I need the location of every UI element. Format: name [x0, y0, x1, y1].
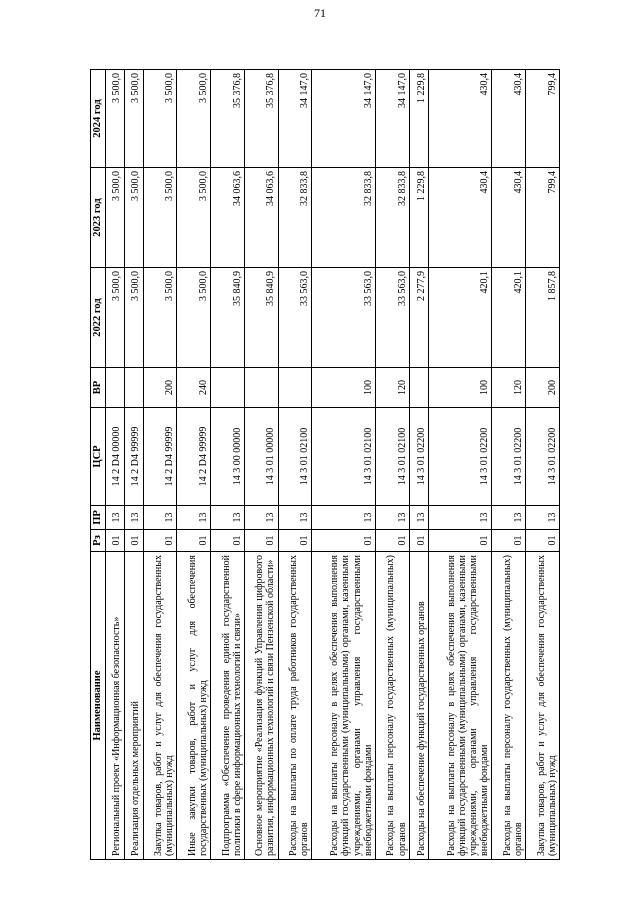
row-csr-cell: 14 2 D4 99999	[177, 408, 211, 506]
row-pr-cell: 13	[177, 506, 211, 530]
header-vr: ВР	[91, 368, 106, 408]
row-2022-cell: 35 840,9	[244, 268, 278, 368]
row-rz-cell: 01	[211, 530, 245, 552]
row-2024-cell: 3 500,0	[105, 70, 124, 168]
row-2023-cell: 32 833,8	[278, 168, 312, 268]
row-2024-cell: 34 147,0	[278, 70, 312, 168]
row-2022-cell: 3 500,0	[124, 268, 143, 368]
row-2024-cell: 3 500,0	[143, 70, 177, 168]
row-pr-cell: 13	[143, 506, 177, 530]
header-2023: 2023 год	[91, 168, 106, 268]
row-pr-cell: 13	[409, 506, 428, 530]
row-csr-cell: 14 3 00 00000	[211, 408, 245, 506]
row-pr-cell: 13	[124, 506, 143, 530]
row-csr-cell: 14 3 01 02200	[409, 408, 428, 506]
row-2023-cell: 1 229,8	[409, 168, 428, 268]
table-row	[428, 70, 492, 860]
row-pr-cell: 13	[428, 506, 492, 530]
row-2022-cell: 33 563,0	[376, 268, 410, 368]
rotated-page-body	[90, 70, 560, 860]
row-csr-cell: 14 3 01 02100	[278, 408, 312, 506]
row-name-cell: Расходы на обеспечение функций государственных органов	[409, 552, 428, 860]
row-rz-cell: 01	[244, 530, 278, 552]
table-header-row	[91, 70, 106, 860]
row-csr-cell: 14 3 01 02100	[312, 408, 376, 506]
row-csr-cell: 14 2 D4 99999	[143, 408, 177, 506]
row-2024-cell: 35 376,8	[211, 70, 245, 168]
row-pr-cell: 13	[376, 506, 410, 530]
row-2022-cell: 33 563,0	[278, 268, 312, 368]
row-2023-cell: 32 833,8	[312, 168, 376, 268]
row-2024-cell: 34 147,0	[312, 70, 376, 168]
table-body	[105, 70, 559, 860]
row-2023-cell: 430,4	[428, 168, 492, 268]
row-csr-cell: 14 3 01 02200	[428, 408, 492, 506]
header-2024: 2024 год	[91, 70, 106, 168]
table-row	[244, 70, 278, 860]
row-2023-cell: 3 500,0	[124, 168, 143, 268]
row-vr-cell: 120	[376, 368, 410, 408]
row-2024-cell: 799,4	[526, 70, 560, 168]
row-vr-cell: 120	[492, 368, 526, 408]
page-number: 71	[314, 6, 326, 20]
header-csr: ЦСР	[91, 408, 106, 506]
table-row	[211, 70, 245, 860]
row-rz-cell: 01	[526, 530, 560, 552]
row-2022-cell: 3 500,0	[143, 268, 177, 368]
row-2023-cell: 32 833,8	[376, 168, 410, 268]
row-rz-cell: 01	[177, 530, 211, 552]
row-2022-cell: 35 840,9	[211, 268, 245, 368]
row-name-cell: Основное мероприятие «Реализация функций Управления цифрового развития, информационных технологий и связи Пензенской области»	[244, 552, 278, 860]
table-row	[492, 70, 526, 860]
header-pr: ПР	[91, 506, 106, 530]
row-2024-cell: 3 500,0	[124, 70, 143, 168]
table-row	[409, 70, 428, 860]
row-2024-cell: 35 376,8	[244, 70, 278, 168]
row-2023-cell: 799,4	[526, 168, 560, 268]
row-name-cell: Региональный проект «Информационная безопасность»	[105, 552, 124, 860]
row-vr-cell	[409, 368, 428, 408]
row-2023-cell: 3 500,0	[105, 168, 124, 268]
row-csr-cell: 14 3 01 02200	[492, 408, 526, 506]
row-name-cell: Расходы на выплаты персоналу в целях обеспечения выполнения функций государственными (муниципальными) органами, казенными учреждениями, органами управления государственными внебюджетными фондами	[312, 552, 376, 860]
row-vr-cell: 200	[143, 368, 177, 408]
row-pr-cell: 13	[312, 506, 376, 530]
row-2022-cell: 3 500,0	[105, 268, 124, 368]
row-name-cell: Реализация отдельных мероприятий	[124, 552, 143, 860]
row-2022-cell: 2 277,9	[409, 268, 428, 368]
row-pr-cell: 13	[211, 506, 245, 530]
row-pr-cell: 13	[105, 506, 124, 530]
row-csr-cell: 14 3 01 02200	[526, 408, 560, 506]
row-2024-cell: 430,4	[428, 70, 492, 168]
row-name-cell: Расходы на выплаты персоналу государственных (муниципальных) органов	[492, 552, 526, 860]
row-2024-cell: 1 229,8	[409, 70, 428, 168]
row-2023-cell: 3 500,0	[177, 168, 211, 268]
row-rz-cell: 01	[124, 530, 143, 552]
row-2022-cell: 420,1	[428, 268, 492, 368]
row-csr-cell: 14 3 01 02100	[376, 408, 410, 506]
budget-table	[90, 69, 560, 860]
row-2023-cell: 3 500,0	[143, 168, 177, 268]
table-row	[376, 70, 410, 860]
row-name-cell: Расходы на выплаты персоналу государственных (муниципальных) органов	[376, 552, 410, 860]
row-vr-cell	[211, 368, 245, 408]
row-vr-cell: 200	[526, 368, 560, 408]
row-2024-cell: 34 147,0	[376, 70, 410, 168]
table-row	[312, 70, 376, 860]
row-2022-cell: 1 857,8	[526, 268, 560, 368]
row-name-cell: Расходы на выплаты персоналу в целях обеспечения выполнения функций государственными (муниципальными) органами, казенными учреждениями, органами управления государственными внебюджетными фондами	[428, 552, 492, 860]
row-2023-cell: 34 063,6	[244, 168, 278, 268]
row-rz-cell: 01	[278, 530, 312, 552]
row-csr-cell: 14 3 01 00000	[244, 408, 278, 506]
row-2022-cell: 3 500,0	[177, 268, 211, 368]
row-2024-cell: 430,4	[492, 70, 526, 168]
row-2022-cell: 420,1	[492, 268, 526, 368]
row-rz-cell: 01	[409, 530, 428, 552]
row-rz-cell: 01	[143, 530, 177, 552]
row-2024-cell: 3 500,0	[177, 70, 211, 168]
row-vr-cell: 100	[428, 368, 492, 408]
row-pr-cell: 13	[526, 506, 560, 530]
row-vr-cell	[124, 368, 143, 408]
row-2023-cell: 34 063,6	[211, 168, 245, 268]
row-rz-cell: 01	[105, 530, 124, 552]
table-row	[177, 70, 211, 860]
row-pr-cell: 13	[244, 506, 278, 530]
row-name-cell: Закупка товаров, работ и услуг для обеспечения государственных (муниципальных) нужд	[143, 552, 177, 860]
row-name-cell: Расходы на выплаты по оплате труда работников государственных органов	[278, 552, 312, 860]
table-row	[143, 70, 177, 860]
row-vr-cell: 240	[177, 368, 211, 408]
row-2022-cell: 33 563,0	[312, 268, 376, 368]
row-vr-cell	[278, 368, 312, 408]
header-name: Наименование	[91, 552, 106, 860]
row-name-cell: Подпрограмма «Обеспечение проведения единой государственной политики в сфере информационных технологий и связи»	[211, 552, 245, 860]
table-row	[124, 70, 143, 860]
row-rz-cell: 01	[312, 530, 376, 552]
row-vr-cell	[105, 368, 124, 408]
table-row	[105, 70, 124, 860]
row-pr-cell: 13	[278, 506, 312, 530]
row-pr-cell: 13	[492, 506, 526, 530]
row-rz-cell: 01	[492, 530, 526, 552]
row-csr-cell: 14 2 D4 00000	[105, 408, 124, 506]
row-csr-cell: 14 2 D4 99999	[124, 408, 143, 506]
row-vr-cell: 100	[312, 368, 376, 408]
header-rz: Рз	[91, 530, 106, 552]
header-2022: 2022 год	[91, 268, 106, 368]
row-2023-cell: 430,4	[492, 168, 526, 268]
row-name-cell: Иные закупки товаров, работ и услуг для обеспечения государственных (муниципальных) нужд	[177, 552, 211, 860]
row-name-cell: Закупка товаров, работ и услуг для обеспечения государственных (муниципальных) нужд	[526, 552, 560, 860]
table-row	[278, 70, 312, 860]
table-row	[526, 70, 560, 860]
row-rz-cell: 01	[376, 530, 410, 552]
row-rz-cell: 01	[428, 530, 492, 552]
row-vr-cell	[244, 368, 278, 408]
